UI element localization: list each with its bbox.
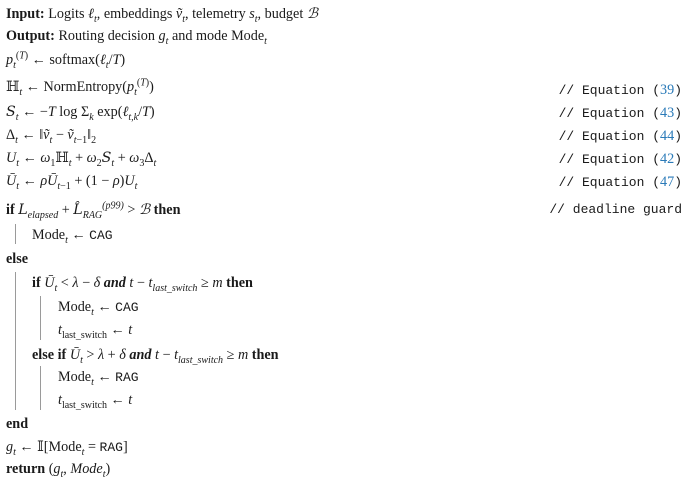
comment-eq39: // Equation (39)	[558, 82, 682, 98]
switch-line-2: $t_{last\_switch}$ ← t	[58, 392, 133, 411]
output-line: Output: Routing decision $g_t$ and mode Mode$_t$	[6, 28, 267, 47]
mode-cag-line-2: Mode$_t$ ← CAG	[58, 299, 139, 318]
deadline-if-line: if $L_{elapsed}$ + $L̂_{RAG}^{(p99)}$ > ℬ then	[6, 200, 181, 221]
elseif-high-line: else if $Ū_t > \lambda + \delta$ and $t - t_{last\_switch} \ge m$ then	[32, 347, 279, 366]
eq-ref-39[interactable]: 39	[660, 82, 675, 98]
entropy-line: ℍ$_t$ ← $NormEntropy(p_t^{(T)})$	[6, 77, 154, 98]
input-label: Input:	[6, 6, 45, 22]
return-line: return ($g_t$, Mode$_t$)	[6, 461, 111, 480]
eq-ref-43[interactable]: 43	[660, 105, 675, 121]
comment-eq47: // Equation (47)	[558, 174, 682, 190]
mode-rag-line: Mode$_t$ ← RAG	[58, 369, 139, 388]
energy-line: $S_t$ ← −T $\log \Sigma_k$ exp(ℓ$_{t,k}$/T)	[6, 104, 155, 123]
comment-eq42: // Equation (42)	[558, 151, 682, 167]
switch-line-1: $t_{last\_switch}$ ← t	[58, 322, 133, 341]
uncertainty-line: $U_t$ ← $\omega_1ℍ_t + \omega_2S_t + \omega_3\Delta_t$	[6, 150, 157, 169]
end-line: end	[6, 416, 29, 432]
else-line: else	[6, 251, 29, 267]
comment-deadline-guard: // deadline guard	[549, 202, 682, 217]
mode-cag-line-1: Mode$_t$ ← CAG	[32, 227, 113, 246]
block-bar-elseif	[40, 366, 41, 410]
block-bar-deadline	[15, 224, 16, 244]
block-bar-else	[15, 272, 16, 410]
output-label: Output:	[6, 28, 55, 44]
drift-line: $\Delta_t$ ← ‖ṽ$_t$ − $ṽ_{t-1}‖_2$	[6, 127, 97, 146]
eq-ref-42[interactable]: 42	[660, 151, 675, 167]
comment-eq43: // Equation (43)	[558, 105, 682, 121]
input-line: Input: Logits ℓ$_t$, embeddings ṽ$_t$, telemetry $s_t$, budget ℬ	[6, 6, 318, 25]
eq-ref-47[interactable]: 47	[660, 174, 675, 190]
softmax-line: $p_t^{(T)}$ ← softmax(ℓ$_t$/T)	[6, 50, 126, 71]
eq-ref-44[interactable]: 44	[660, 128, 675, 144]
smoothing-line: $Ū_t$ ← $\rho Ū_{t-1} + (1 - \rho)U_t$	[6, 173, 138, 192]
if-low-line: if $Ū_t < \lambda - \delta$ and $t - t_{last\_switch} \ge m$ then	[32, 275, 253, 294]
block-bar-if-low	[40, 296, 41, 340]
comment-eq44: // Equation (44)	[558, 128, 682, 144]
gate-line: $g_t$ ← 𝕀[Mode$_t$ = RAG]	[6, 439, 128, 458]
